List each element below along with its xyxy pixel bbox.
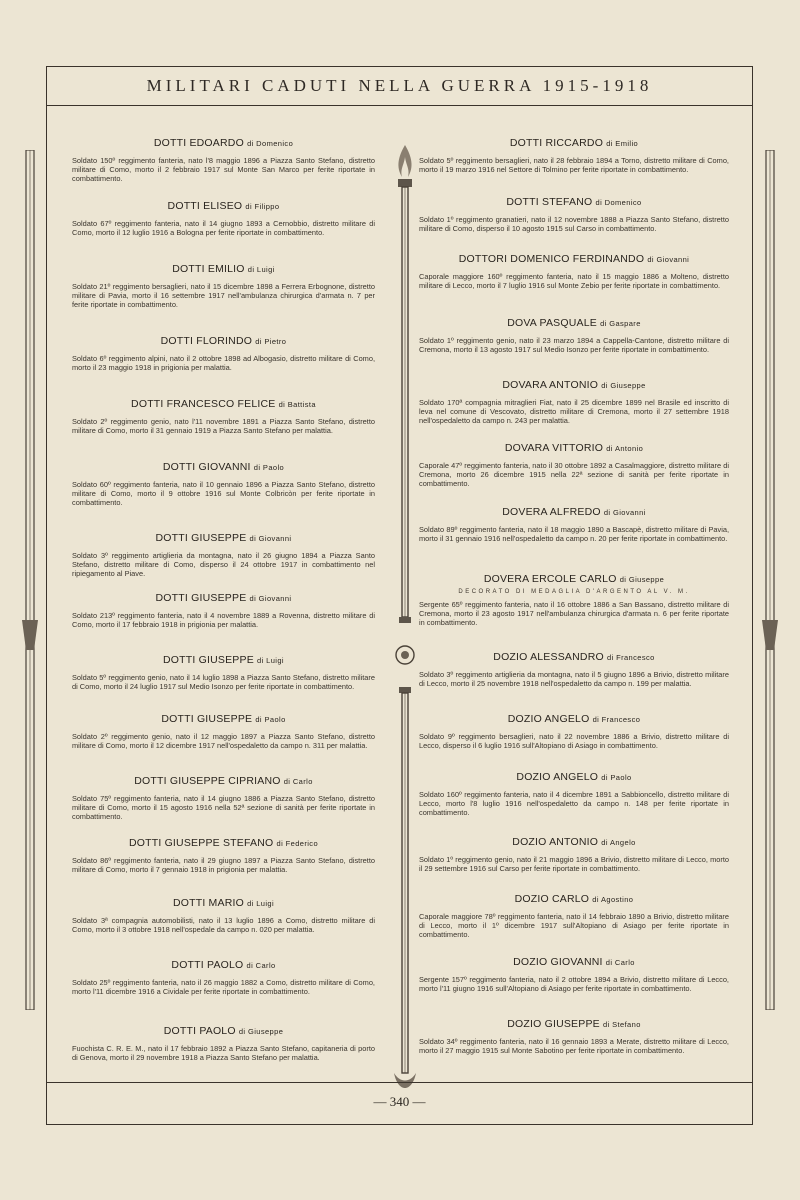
entry-surname: DOTTI FRANCESCO FELICE xyxy=(131,398,276,410)
entry xyxy=(419,956,729,993)
entry-name xyxy=(419,1018,729,1030)
entry-description: Soldato 2º reggimento genio, nato l'11 novembre 1891 a Piazza Santo Stefano, distretto militare di Como, morto il 31 gennaio 1919 a Piazza Santo Stefano per malattia. xyxy=(72,417,375,435)
entry-surname: DOZIO ALESSANDRO xyxy=(493,651,604,663)
entry-parentage: di Gaspare xyxy=(600,319,641,328)
entry xyxy=(72,263,375,309)
entry xyxy=(419,1018,729,1055)
entry-parentage: di Giuseppe xyxy=(238,1027,284,1036)
entry-description: Soldato 9º reggimento bersaglieri, nato il 22 novembre 1886 a Brivio, distretto militare di Lecco, disperso il 6 luglio 1916 sull'Altopiano di Asiago in combattimento. xyxy=(419,732,729,750)
entry-name xyxy=(419,573,729,585)
entry-parentage: di Antonio xyxy=(606,444,644,453)
entry-surname: DOTTI PAOLO xyxy=(163,1025,236,1037)
entry-name xyxy=(419,196,729,208)
entry xyxy=(72,837,375,874)
entry-name xyxy=(419,317,729,329)
entry xyxy=(419,442,729,488)
entry-name xyxy=(72,137,375,149)
entry-surname: DOTTI GIUSEPPE CIPRIANO xyxy=(134,775,281,787)
entry-parentage: di Francesco xyxy=(592,715,641,724)
entry-parentage: di Pietro xyxy=(255,337,287,346)
entry xyxy=(72,137,375,183)
entry-parentage: di Domenico xyxy=(595,198,642,207)
entry-description: Soldato 2º reggimento genio, nato il 12 maggio 1897 a Piazza Santo Stefano, distretto militare di Como, morto il 12 dicembre 1917 nell'ospedaletto da campo n. 311 per malattia. xyxy=(72,732,375,750)
pillar-ornament-icon xyxy=(392,143,418,1103)
entry-name xyxy=(419,956,729,968)
entry-name xyxy=(72,263,375,275)
page-frame xyxy=(46,66,753,1125)
entry-description: Soldato 75º reggimento fanteria, nato il 14 giugno 1886 a Piazza Santo Stefano, distretto militare di Como, morto il 15 agosto 1916 nella 52ª sezione di sanità per ferite riportate in combattimento. xyxy=(72,794,375,821)
entry-description: Soldato 60º reggimento fanteria, nato il 10 gennaio 1896 a Piazza Santo Stefano, distretto militare di Como, morto il 9 ottobre 1916 sul Monte Colbricòn per ferite riportate in combattimento. xyxy=(72,480,375,507)
entry-name xyxy=(72,959,375,971)
entry-name xyxy=(72,897,375,909)
entry-description: Soldato 170ª compagnia mitraglieri Fiat, nato il 25 dicembre 1899 nel Brasile ed inscritto di leva nel comune di Vescovato, distretto militare di Cremona, morto il 27 settembre 1918 nell'ospedaletto da campo n. 243 per malattia. xyxy=(419,398,729,425)
entry-description: Soldato 3ª compagnia automobilisti, nato il 13 luglio 1896 a Como, distretto militare di Como, morto il 3 ottobre 1918 nell'ospedale da campo n. 020 per malattia. xyxy=(72,916,375,934)
entry-surname: DOZIO GIOVANNI xyxy=(513,956,603,968)
entry-name xyxy=(72,532,375,544)
entry-parentage: di Francesco xyxy=(606,653,655,662)
entry-surname: DOZIO GIUSEPPE xyxy=(507,1018,600,1030)
entry-surname: DOTTI GIUSEPPE xyxy=(163,654,254,666)
entry-surname: DOZIO CARLO xyxy=(514,893,590,905)
entry-description: Sergente 157º reggimento fanteria, nato il 2 ottobre 1894 a Brivio, distretto militare di Lecco, morto l'11 giugno 1916 sull'Altopiano di Asiago per ferite riportate in combattimento. xyxy=(419,975,729,993)
entry-parentage: di Stefano xyxy=(603,1020,641,1029)
entry xyxy=(72,1025,375,1062)
entry-parentage: di Luigi xyxy=(247,899,275,908)
entry xyxy=(419,317,729,354)
entry-surname: DOVERA ALFREDO xyxy=(502,506,601,518)
entry-surname: DOTTI RICCARDO xyxy=(509,137,604,149)
entry-description: Soldato 6º reggimento alpini, nato il 2 ottobre 1898 ad Albogasio, distretto militare di Como, morto il 23 maggio 1918 in prigionia per malattia. xyxy=(72,354,375,372)
entry-description: Soldato 34º reggimento fanteria, nato il 16 gennaio 1893 a Merate, distretto militare di Lecco, morto il 27 maggio 1915 sul Monte Sabotino per ferite riportate in combattimento. xyxy=(419,1037,729,1055)
entry-description: Soldato 5º reggimento genio, nato il 14 luglio 1898 a Piazza Santo Stefano, distretto militare di Como, morto il 24 luglio 1917 sul Medio Isonzo per ferite riportate in combattimento. xyxy=(72,673,375,691)
entry-parentage: di Giuseppe xyxy=(619,575,665,584)
entry-name xyxy=(72,775,375,787)
entry-description: Soldato 89º reggimento fanteria, nato il 18 maggio 1890 a Bascapè, distretto militare di Pavia, morto il 31 gennaio 1916 nell'ospedaletto da campo n. 20 per ferite riportate in combattimento. xyxy=(419,525,729,543)
entry-parentage: di Agostino xyxy=(592,895,634,904)
entry-description: Soldato 213º reggimento fanteria, nato il 4 novembre 1889 a Rovenna, distretto militare di Como, morto il 17 febbraio 1918 in prigionia per malattia. xyxy=(72,611,375,629)
entry-surname: DOTTI GIUSEPPE xyxy=(161,713,253,725)
entry-surname: DOZIO ANGELO xyxy=(507,713,590,725)
entry-description: Soldato 3º reggimento artiglieria da montagna, nato il 5 giugno 1896 a Brivio, distretto militare di Lecco, morto il 25 novembre 1918 nell'ospedaletto da campo n. 199 per malattia. xyxy=(419,670,729,688)
entry-description: Soldato 25º reggimento fanteria, nato il 26 maggio 1882 a Como, distretto militare di Como, morto l'11 dicembre 1916 a Cividale per ferite riportate in combattimento. xyxy=(72,978,375,996)
entry-surname: DOTTI FLORINDO xyxy=(160,335,253,347)
entry xyxy=(419,253,729,290)
entry-parentage: di Luigi xyxy=(257,656,284,665)
entry-name xyxy=(419,379,729,391)
entry-name xyxy=(72,592,375,604)
entry xyxy=(72,775,375,821)
entry-parentage: di Giovanni xyxy=(647,255,690,264)
entry-surname: DOVARA ANTONIO xyxy=(502,379,599,391)
entry-surname: DOVERA ERCOLE CARLO xyxy=(483,573,617,585)
entry-name xyxy=(419,713,729,725)
entry-parentage: di Paolo xyxy=(255,715,286,724)
entry-surname: DOTTI GIUSEPPE xyxy=(155,532,247,544)
entry-name xyxy=(419,893,729,905)
entry-parentage: di Paolo xyxy=(601,773,632,782)
entry-surname: DOTTORI DOMENICO FERDINANDO xyxy=(458,253,645,265)
entry-parentage: di Domenico xyxy=(247,139,294,148)
entry xyxy=(72,461,375,507)
entry-parentage: di Carlo xyxy=(605,958,635,967)
footer-divider xyxy=(47,1082,752,1083)
entry-surname: DOTTI EMILIO xyxy=(172,263,245,275)
entry-description: Soldato 1º reggimento genio, nato il 23 marzo 1894 a Cappella-Cantone, distretto militare di Cremona, morto il 13 agosto 1917 sul Medio Isonzo per ferite riportate in combattimento. xyxy=(419,336,729,354)
entry xyxy=(72,335,375,372)
entry xyxy=(419,893,729,939)
entry xyxy=(419,196,729,233)
entry-parentage: di Emilio xyxy=(606,139,639,148)
entry xyxy=(72,959,375,996)
entry xyxy=(419,651,729,688)
entry-name xyxy=(419,442,729,454)
entry xyxy=(419,506,729,543)
entry-name xyxy=(419,137,729,149)
fasces-ornament-icon xyxy=(20,150,40,1010)
entry-parentage: di Giuseppe xyxy=(601,381,646,390)
entry-description: Soldato 5º reggimento bersaglieri, nato il 28 febbraio 1894 a Torno, distretto militare di Como, morto il 19 marzo 1916 nel Settore di Tolmino per ferite riportate in combattimento. xyxy=(419,156,729,174)
entry-description: Soldato 160º reggimento fanteria, nato il 4 dicembre 1891 a Sabbioncello, distretto militare di Lecco, morto l'8 luglio 1916 nell'ospedaletto da campo n. 148 per ferite riportate in combattimento. xyxy=(419,790,729,817)
entry-parentage: di Giovanni xyxy=(603,508,646,517)
entry-parentage: di Carlo xyxy=(246,961,276,970)
entry-name xyxy=(72,200,375,212)
entry-name xyxy=(72,398,375,410)
entry xyxy=(419,379,729,425)
entry xyxy=(419,573,729,627)
entry xyxy=(72,200,375,237)
entry-name xyxy=(419,506,729,518)
entry-name xyxy=(72,335,375,347)
entry xyxy=(419,836,729,873)
fasces-ornament-icon xyxy=(760,150,780,1010)
entry xyxy=(419,771,729,817)
page-number: — 340 — xyxy=(373,1094,426,1109)
entry-surname: DOTTI GIOVANNI xyxy=(162,461,251,473)
entry xyxy=(72,713,375,750)
entry-surname: DOZIO ANGELO xyxy=(516,771,599,783)
entry-description: Soldato 21º reggimento bersaglieri, nato il 15 dicembre 1898 a Ferrera Erbognone, distretto militare di Pavia, morto il 16 settembre 1917 nell'ambulanza chirurgica d'armata n. 7 per ferite riportate in combattimento. xyxy=(72,282,375,309)
entry-parentage: di Federico xyxy=(276,839,319,848)
entry-description: Soldato 1º reggimento genio, nato il 21 maggio 1896 a Brivio, distretto militare di Lecco, morto il 29 settembre 1916 sul Carso per ferite riportate in combattimento. xyxy=(419,855,729,873)
entry-surname: DOVARA VITTORIO xyxy=(504,442,604,454)
entry-description: Soldato 67º reggimento fanteria, nato il 14 giugno 1893 a Cernobbio, distretto militare di Como, morto il 12 luglio 1916 a Bologna per ferite riportate in combattimento. xyxy=(72,219,375,237)
entry-name xyxy=(419,253,729,265)
entry-name xyxy=(72,713,375,725)
entry-description: Caporale maggiore 78º reggimento fanteria, nato il 14 febbraio 1890 a Brivio, distretto militare di Lecco, morto il 1º dicembre 1917 sull'Altopiano di Asiago per ferite riportate in combattimento. xyxy=(419,912,729,939)
entry xyxy=(72,532,375,578)
entry xyxy=(72,654,375,691)
entry-surname: DOTTI EDOARDO xyxy=(153,137,244,149)
entry xyxy=(72,897,375,934)
entry xyxy=(419,713,729,750)
entry-decoration: DECORATO DI MEDAGLIA D'ARGENTO AL V. M. xyxy=(458,589,690,595)
entry-surname: DOTTI GIUSEPPE xyxy=(155,592,247,604)
entry-surname: DOTTI STEFANO xyxy=(506,196,593,208)
entry-surname: DOTTI PAOLO xyxy=(171,959,244,971)
entry-parentage: di Angelo xyxy=(601,838,636,847)
entry-name xyxy=(419,836,729,848)
entry-name xyxy=(72,654,375,666)
entry-surname: DOTTI ELISEO xyxy=(167,200,243,212)
entry xyxy=(72,592,375,629)
entry-description: Fuochista C. R. E. M., nato il 17 febbraio 1892 a Piazza Santo Stefano, capitaneria di porto di Genova, morto il 29 novembre 1918 a Piazza Santo Stefano per malattia. xyxy=(72,1044,375,1062)
entry-name xyxy=(72,1025,375,1037)
entry xyxy=(419,137,729,174)
entry-description: Soldato 86º reggimento fanteria, nato il 29 giugno 1897 a Piazza Santo Stefano, distretto militare di Como, morto il 7 gennaio 1918 in prigionia per malattia. xyxy=(72,856,375,874)
entry-name xyxy=(72,461,375,473)
entry-parentage: di Giovanni xyxy=(249,594,292,603)
entry-description: Soldato 3º reggimento artiglieria da montagna, nato il 26 giugno 1894 a Piazza Santo Stefano, distretto militare di Como, disperso il 24 ottobre 1917 in combattimento nel ripiegamento al Piave. xyxy=(72,551,375,578)
entry-description: Soldato 1º reggimento granatieri, nato il 12 novembre 1888 a Piazza Santo Stefano, distretto militare di Como, disperso il 10 agosto 1915 sul Carso in combattimento. xyxy=(419,215,729,233)
entry-name xyxy=(419,771,729,783)
entry-description: Sergente 65º reggimento fanteria, nato il 16 ottobre 1886 a San Bassano, distretto militare di Cremona, morto il 23 agosto 1917 nell'ambulanza chirurgica d'armata n. 6 per ferite riportate in combattimento. xyxy=(419,600,729,627)
entry-description: Soldato 150º reggimento fanteria, nato l'8 maggio 1896 a Piazza Santo Stefano, distretto militare di Como, morto il 2 febbraio 1917 sul Monte San Marco per ferite riportate in combattimento. xyxy=(72,156,375,183)
entry-surname: DOVA PASQUALE xyxy=(507,317,597,329)
entry-parentage: di Paolo xyxy=(253,463,285,472)
entry-name xyxy=(72,837,375,849)
entry-parentage: di Battista xyxy=(278,400,316,409)
entry-description: Caporale 47º reggimento fanteria, nato il 30 ottobre 1892 a Casalmaggiore, distretto militare di Cremona, morto 26 dicembre 1915 nella 22ª sezione di sanità per ferite riportate in combattimento. xyxy=(419,461,729,488)
entry-name xyxy=(419,651,729,663)
entry-parentage: di Giovanni xyxy=(249,534,292,543)
entry-parentage: di Luigi xyxy=(247,265,275,274)
entry-surname: DOTTI MARIO xyxy=(172,897,244,909)
page-header xyxy=(47,67,752,106)
entry-parentage: di Filippo xyxy=(245,202,280,211)
entry-parentage: di Carlo xyxy=(283,777,313,786)
entry-description: Caporale maggiore 160º reggimento fanteria, nato il 15 maggio 1886 a Molteno, distretto militare di Lecco, morto il 7 luglio 1916 sul Monte Zebio per ferite riportate in combattimento. xyxy=(419,272,729,290)
page-title: MILITARI CADUTI NELLA GUERRA 1915-1918 xyxy=(146,76,653,95)
entry xyxy=(72,398,375,435)
entry-surname: DOZIO ANTONIO xyxy=(512,836,599,848)
entry-surname: DOTTI GIUSEPPE STEFANO xyxy=(128,837,274,849)
